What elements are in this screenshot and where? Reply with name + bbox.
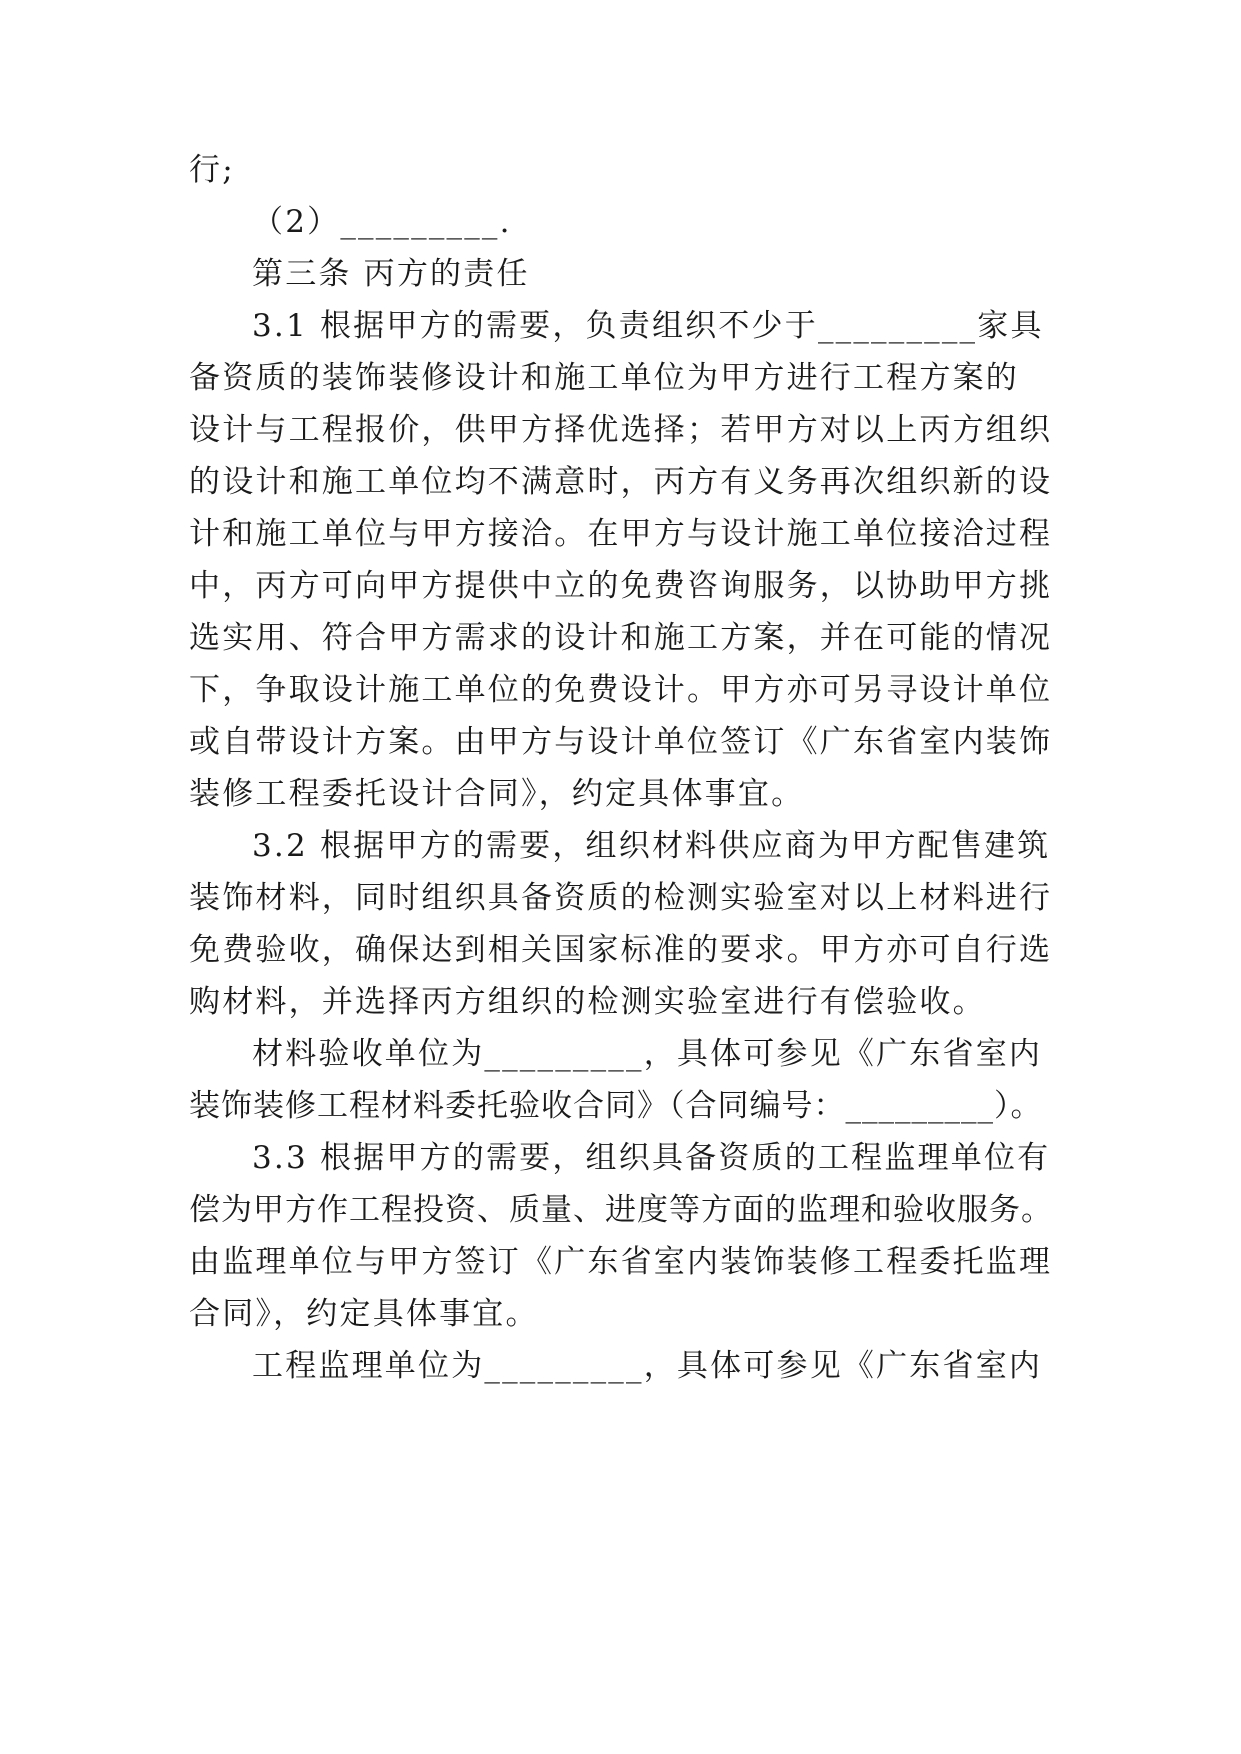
text-line: 合同》，约定具体事宜。 <box>189 1296 539 1332</box>
text-line: 装饰材料，同时组织具备资质的检测实验室对以上材料进行 <box>189 880 1053 916</box>
text-line: 由监理单位与甲方签订《广东省室内装饰装修工程委托监理 <box>189 1244 1053 1280</box>
text-line: 材料验收单位为_________，具体可参见《广东省室内 <box>252 1036 1043 1072</box>
text-line: 3.2 根据甲方的需要，组织材料供应商为甲方配售建筑 <box>252 828 1051 864</box>
text-line: 计和施工单位与甲方接洽。在甲方与设计施工单位接洽过程 <box>189 516 1053 552</box>
text-line: 下，争取设计施工单位的免费设计。甲方亦可另寻设计单位 <box>189 672 1053 708</box>
text-line: 行; <box>189 152 235 188</box>
text-line: 工程监理单位为_________，具体可参见《广东省室内 <box>252 1348 1043 1384</box>
text-line: 备资质的装饰装修设计和施工单位为甲方进行工程方案的 <box>189 360 1019 396</box>
text-line: 免费验收，确保达到相关国家标准的要求。甲方亦可自行选 <box>189 932 1053 968</box>
text-line: 选实用、符合甲方需求的设计和施工方案，并在可能的情况 <box>189 620 1053 656</box>
text-line: 或自带设计方案。由甲方与设计单位签订《广东省室内装饰 <box>189 724 1053 760</box>
text-line: 设计与工程报价，供甲方择优选择；若甲方对以上丙方组织 <box>189 412 1053 448</box>
text-line: 装修工程委托设计合同》，约定具体事宜。 <box>189 776 805 812</box>
text-line: （2）_________. <box>252 204 512 240</box>
section-heading: 第三条 丙方的责任 <box>252 256 530 292</box>
text-line: 3.1 根据甲方的需要，负责组织不少于_________家具 <box>252 308 1044 344</box>
text-line: 偿为甲方作工程投资、质量、进度等方面的监理和验收服务。 <box>189 1192 1053 1228</box>
text-line: 购材料，并选择丙方组织的检测实验室进行有偿验收。 <box>189 984 986 1020</box>
text-line: 中，丙方可向甲方提供中立的免费咨询服务，以协助甲方挑 <box>189 568 1053 604</box>
text-line: 装饰装修工程材料委托验收合同》（合同编号：_________）。 <box>189 1088 1043 1124</box>
text-line: 3.3 根据甲方的需要，组织具备资质的工程监理单位有 <box>252 1140 1051 1176</box>
text-line: 的设计和施工单位均不满意时，丙方有义务再次组织新的设 <box>189 464 1053 500</box>
